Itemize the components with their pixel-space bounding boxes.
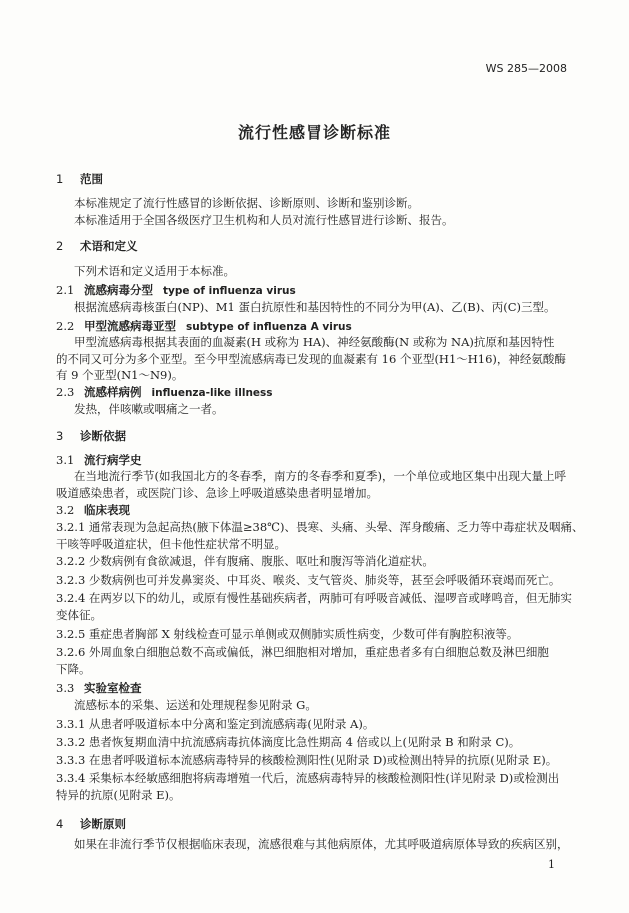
paragraph-line: 有 9 个亚型(N1～N9)。 — [56, 368, 184, 382]
paragraph-line: 在当地流行季节(如我国北方的冬春季，南方的冬春季和夏季)，一个单位或地区集中出现大量上呼 — [74, 469, 566, 483]
paragraph-line: 下列术语和定义适用于本标准。 — [74, 264, 235, 278]
list-item: 3.2.1 通常表现为急起高热(腋下体温≥38℃)、畏寒、头痛、头晕、浑身酸痛、乏力等中毒症状及咽痛、 — [56, 520, 584, 534]
list-item: 下降。 — [56, 662, 91, 676]
list-item: 特异的抗原(见附录 E)。 — [56, 788, 181, 802]
paragraph-line: 如果在非流行季节仅根据临床表现，流感很难与其他病原体，尤其呼吸道病原体导致的疾病区别， — [74, 837, 569, 851]
section-heading: 2 术语和定义 — [56, 239, 138, 253]
section-heading: 1 范围 — [56, 172, 103, 186]
list-item: 3.2.3 少数病例也可并发鼻窦炎、中耳炎、喉炎、支气管炎、肺炎等，甚至会呼吸循环衰竭而死亡。 — [56, 573, 561, 587]
paragraph-line: 吸道感染患者，或医院门诊、急诊上呼吸道感染患者明显增加。 — [56, 486, 378, 500]
subsection-heading: 2.3 流感样病例 influenza-like illness — [56, 385, 273, 399]
list-item: 3.3.4 采集标本经敏感细胞将病毒增殖一代后，流感病毒特异的核酸检测阳性(详见附录 D)或检测出 — [56, 771, 560, 785]
page-number: 1 — [548, 858, 555, 871]
section-heading: 4 诊断原则 — [56, 817, 126, 831]
subsection-heading: 2.2 甲型流感病毒亚型 subtype of influenza A virus — [56, 319, 352, 333]
section-heading: 3 诊断依据 — [56, 429, 126, 443]
list-item: 干咳等呼吸道症状，但卡他性症状常不明显。 — [56, 537, 286, 551]
subsection-heading: 2.1 流感病毒分型 type of influenza virus — [56, 283, 296, 297]
paragraph-line: 本标准适用于全国各级医疗卫生机构和人员对流行性感冒进行诊断、报告。 — [74, 213, 454, 227]
paragraph-line: 根据流感病毒核蛋白(NP)、M1 蛋白抗原性和基因特性的不同分为甲(A)、乙(B)、丙(C)三型。 — [74, 300, 556, 314]
paragraph-line: 发热，伴咳嗽或咽痛之一者。 — [74, 402, 224, 416]
subsection-heading: 3.2 临床表现 — [56, 503, 130, 517]
list-item: 3.3.1 从患者呼吸道标本中分离和鉴定到流感病毒(见附录 A)。 — [56, 717, 375, 731]
paragraph-line: 本标准规定了流行性感冒的诊断依据、诊断原则、诊断和鉴别诊断。 — [74, 196, 419, 210]
paragraph-line: 甲型流感病毒根据其表面的血凝素(H 或称为 HA)、神经氨酸酶(N 或称为 NA)抗原和基因特性 — [74, 335, 555, 349]
list-item: 3.2.5 重症患者胸部 X 射线检查可显示单侧或双侧肺实质性病变，少数可伴有胸腔积液等。 — [56, 627, 519, 641]
subsection-heading: 3.3 实验室检查 — [56, 681, 142, 695]
list-item: 3.2.6 外周血象白细胞总数不高或偏低，淋巴细胞相对增加，重症患者多有白细胞总数及淋巴细胞 — [56, 645, 549, 659]
paragraph-line: 流感标本的采集、运送和处理规程参见附录 G。 — [74, 698, 317, 712]
paragraph-line: 的不同又可分为多个亚型。至今甲型流感病毒已发现的血凝素有 16 个亚型(H1～H16)，神经氨酸酶 — [56, 352, 566, 366]
list-item: 3.2.4 在两岁以下的幼儿，或原有慢性基础疾病者，两肺可有呼吸音减低、湿啰音或哮鸣音，但无肺实 — [56, 591, 572, 605]
list-item: 3.3.2 患者恢复期血清中抗流感病毒抗体滴度比急性期高 4 倍或以上(见附录 B 和附录 C)。 — [56, 735, 521, 749]
subsection-heading: 3.1 流行病学史 — [56, 453, 142, 467]
list-item: 3.3.3 在患者呼吸道标本流感病毒特异的核酸检测阳性(见附录 D)或检测出特异的抗原(见附录 E)。 — [56, 753, 558, 767]
page-title: 流行性感冒诊断标准 — [237, 123, 391, 142]
standard-number: WS 285—2008 — [485, 62, 567, 75]
list-item: 3.2.2 少数病例有食欲减退，伴有腹痛、腹胀、呕吐和腹泻等消化道症状。 — [56, 554, 434, 568]
list-item: 变体征。 — [56, 608, 102, 622]
